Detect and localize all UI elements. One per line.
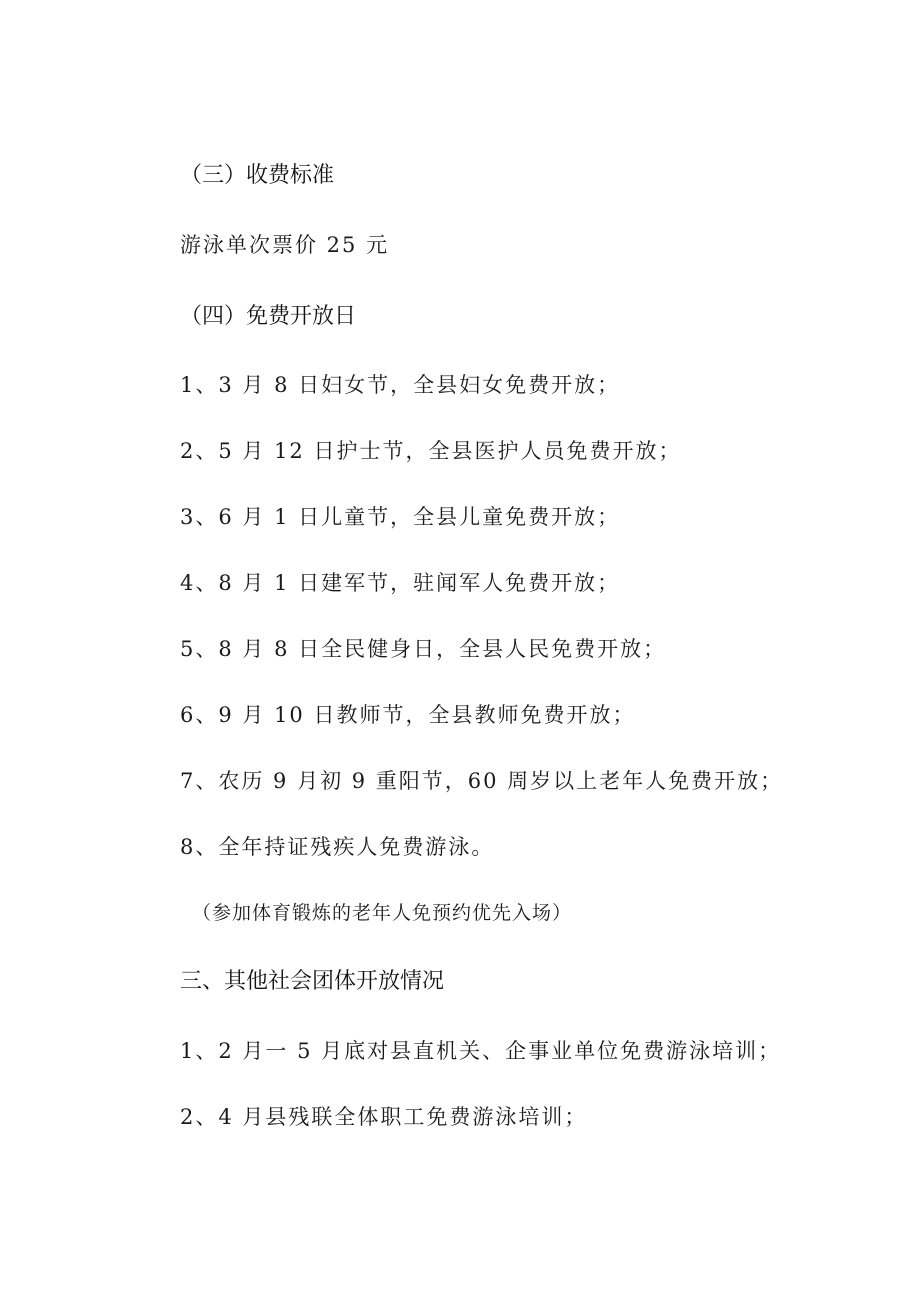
list-item: 5、8 月 8 日全民健身日，全县人民免费开放； (180, 637, 667, 661)
section-heading-fee-standard: （三）收费标准 (180, 163, 335, 188)
elderly-priority-note: （参加体育锻炼的老年人免预约优先入场） (192, 902, 573, 924)
list-item: 2、4 月县残联全体职工免费游泳培训； (180, 1105, 588, 1129)
list-item: 4、8 月 1 日建军节，驻闻军人免费开放； (180, 571, 621, 595)
list-item: 3、6 月 1 日儿童节，全县儿童免费开放； (180, 505, 621, 529)
section-heading-other-groups: 三、其他社会团体开放情况 (180, 969, 445, 994)
ticket-price-text: 游泳单次票价 25 元 (180, 233, 390, 257)
list-item: 8、全年持证残疾人免费游泳。 (180, 835, 495, 859)
list-item: 2、5 月 12 日护士节，全县医护人员免费开放； (180, 439, 682, 463)
list-item: 6、9 月 10 日教师节，全县教师免费开放； (180, 703, 636, 727)
list-item: 7、农历 9 月初 9 重阳节，60 周岁以上老年人免费开放； (180, 769, 784, 793)
list-item: 1、2 月一 5 月底对县直机关、企事业单位免费游泳培训； (180, 1039, 782, 1063)
section-heading-free-days: （四）免费开放日 (180, 304, 357, 329)
list-item: 1、3 月 8 日妇女节，全县妇女免费开放； (180, 373, 621, 397)
